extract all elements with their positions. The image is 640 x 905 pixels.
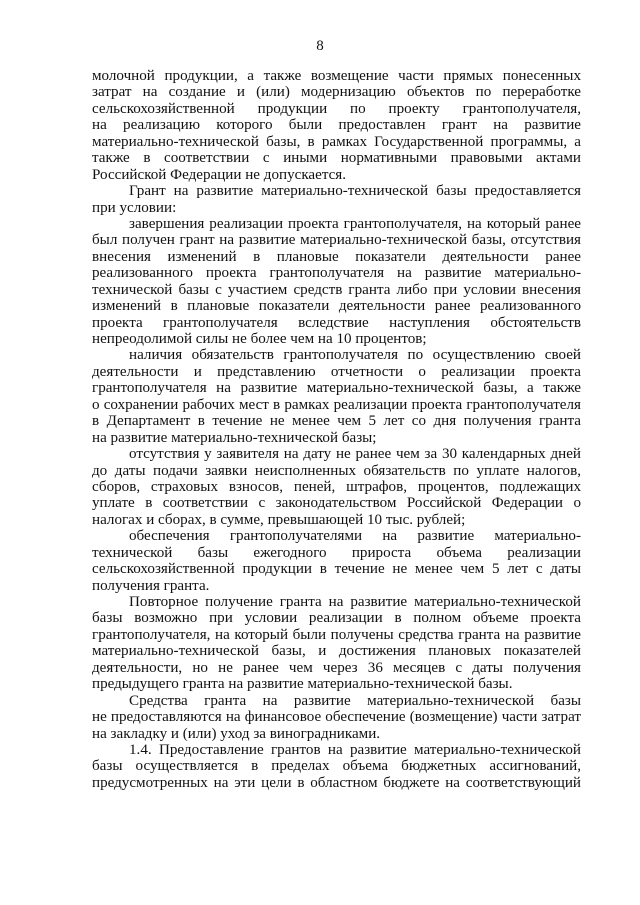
- text-line: отсутствия у заявителя на дату не ранее чем за 30 календарных дней: [129, 446, 581, 463]
- text-line: до даты подачи заявки неисполненных обязательств по уплате налогов,: [92, 462, 581, 479]
- document-body: [92, 68, 581, 791]
- text-line: о сохранении рабочих мест в рамках реализации проекта грантополучателя: [92, 396, 581, 413]
- text-line: затрат на создание и (или) модернизацию объектов по переработке: [92, 84, 581, 101]
- text-line: уплате в соответствии с законодательством Российской Федерации о: [92, 495, 581, 512]
- text-line: Российской Федерации не допускается.: [92, 166, 347, 183]
- text-line: налогах и сборах, в сумме, превышающей 10 тыс. рублей;: [92, 511, 466, 528]
- text-line: внесения изменений в плановые показатели деятельности ранее: [92, 248, 581, 265]
- text-line: получения гранта.: [92, 577, 210, 594]
- text-line: сельскохозяйственной продукции по проекту грантополучателя,: [92, 100, 581, 117]
- text-line: на реализацию которого были предоставлен грант на развитие: [92, 117, 581, 134]
- text-line: материально-технической базы, и достижения плановых показателей: [92, 643, 581, 660]
- text-line: Средства гранта на развитие материально-технической базы: [129, 692, 581, 709]
- text-line: Повторное получение гранта на развитие материально-технической: [129, 594, 581, 610]
- text-line: на закладку и (или) уход за виноградниками.: [92, 725, 381, 742]
- text-line: грантополучателя на развитие материально-технической базы, а также: [92, 380, 581, 397]
- text-line: непреодолимой силы не более чем на 10 процентов;: [92, 331, 427, 347]
- text-line: сельскохозяйственной продукции в течение не менее чем 5 лет с даты: [92, 561, 581, 578]
- text-line: также в соответствии с иными нормативными правовыми актами: [92, 150, 581, 167]
- text-line: изменений в плановые показатели деятельности ранее реализованного: [92, 298, 581, 315]
- text-line: завершения реализации проекта грантополучателя, на который ранее: [129, 215, 581, 232]
- text-line: наличия обязательств грантополучателя по осуществлению своей: [129, 347, 581, 364]
- text-line: Грант на развитие материально-технической базы предоставляется: [129, 183, 581, 200]
- text-line: не предоставляются на финансовое обеспечение (возмещение) части затрат: [92, 709, 581, 726]
- text-line: деятельности, но не ранее чем через 36 месяцев с даты получения: [92, 659, 581, 676]
- text-line: базы осуществляется в пределах объема бюджетных ассигнований,: [92, 758, 581, 775]
- text-line: проекта грантополучателя вследствие наступления обстоятельств: [92, 314, 581, 331]
- text-line: сборов, страховых взносов, пеней, штрафов, процентов, подлежащих: [92, 478, 581, 495]
- text-line: обеспечения грантополучателями на развитие материально-: [129, 528, 581, 545]
- text-line: реализованного проекта грантополучателя на развитие материально-: [92, 265, 581, 282]
- text-line: технической базы с участием средств гранта либо при условии внесения: [92, 281, 581, 298]
- text-line: материально-технической базы, в рамках Государственной программы, а: [92, 133, 581, 150]
- text-line: 1.4. Предоставление грантов на развитие материально-технической: [129, 741, 581, 758]
- text-line: на развитие материально-технической базы;: [92, 429, 377, 446]
- text-line: базы возможно при условии реализации в полном объеме проекта: [92, 610, 581, 627]
- text-line: молочной продукции, а также возмещение части прямых понесенных: [92, 68, 581, 84]
- text-line: деятельности и представлению отчетности о реализации проекта: [92, 363, 581, 380]
- text-line: предусмотренных на эти цели в областном бюджете на соответствующий: [92, 774, 581, 791]
- text-line: был получен грант на развитие материально-технической базы, отсутствия: [92, 232, 581, 249]
- text-line: предыдущего гранта на развитие материально-технической базы.: [92, 676, 513, 693]
- page-number: 8: [316, 38, 324, 54]
- text-line: грантополучателя, на который были получены средства гранта на развитие: [92, 626, 581, 643]
- text-line: в Департамент в течение не менее чем 5 лет со дня получения гранта: [92, 413, 581, 430]
- text-line: технической базы ежегодного прироста объема реализации: [92, 544, 581, 561]
- text-line: при условии:: [92, 199, 177, 216]
